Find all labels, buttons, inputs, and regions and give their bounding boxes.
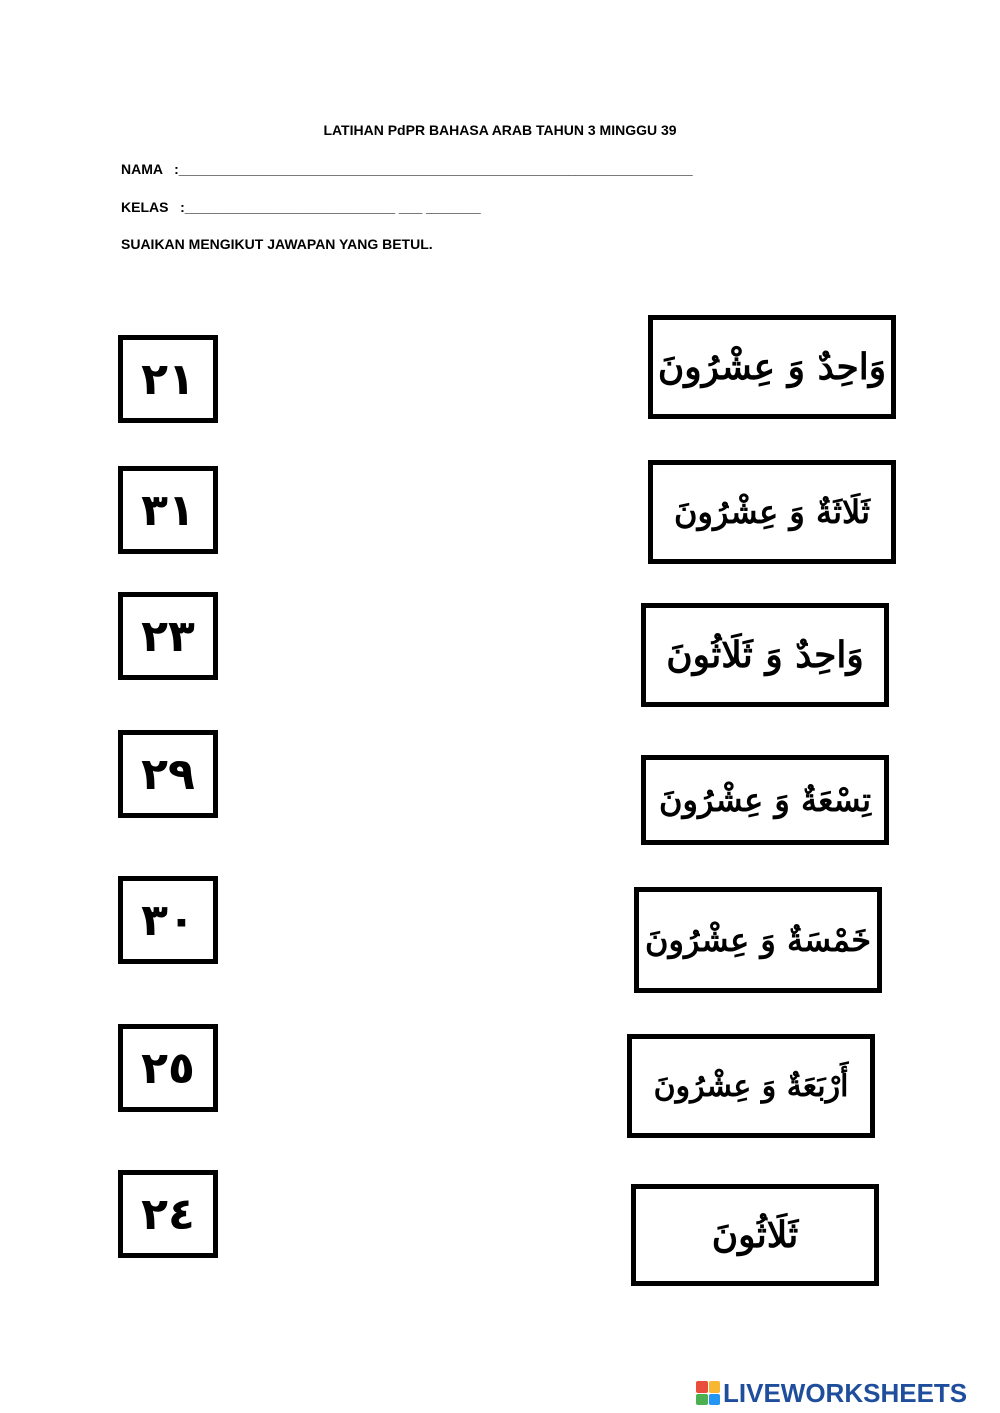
word-label: خَمْسَةٌ وَ عِشْرُونَ — [645, 921, 871, 959]
number-box-7[interactable] — [118, 1170, 218, 1258]
number-label: ٣٠ — [141, 894, 195, 946]
number-label: ٢٣ — [141, 610, 195, 662]
nama-field: NAMA :__________________________________________________________________ — [121, 161, 693, 177]
number-box-5[interactable] — [118, 876, 218, 964]
instruction-text: SUAIKAN MENGIKUT JAWAPAN YANG BETUL. — [121, 236, 433, 252]
number-label: ٢٩ — [141, 748, 195, 800]
number-label: ٣١ — [141, 484, 195, 536]
word-box-5[interactable] — [634, 887, 882, 993]
word-label: وَاحِدٌ وَ عِشْرُونَ — [657, 346, 887, 388]
number-box-2[interactable] — [118, 466, 218, 554]
word-label: وَاحِدٌ وَ ثَلَاثُونَ — [666, 634, 864, 676]
number-box-3[interactable] — [118, 592, 218, 680]
kelas-field: KELAS :___________________________ ___ _______ — [121, 199, 481, 215]
number-box-1[interactable] — [118, 335, 218, 423]
logo-text: LIVEWORKSHEETS — [723, 1377, 968, 1408]
word-box-7[interactable] — [631, 1184, 879, 1286]
number-box-6[interactable] — [118, 1024, 218, 1112]
word-box-3[interactable] — [641, 603, 889, 707]
number-label: ٢١ — [141, 353, 195, 405]
logo-badge-icon — [696, 1381, 720, 1405]
liveworksheets-logo — [696, 1378, 967, 1408]
number-label: ٢٥ — [141, 1042, 195, 1094]
number-box-4[interactable] — [118, 730, 218, 818]
word-label: أَرْبَعَةٌ وَ عِشْرُونَ — [653, 1068, 849, 1104]
word-box-4[interactable] — [641, 755, 889, 845]
word-box-1[interactable] — [648, 315, 896, 419]
word-box-2[interactable] — [648, 460, 896, 564]
page-title: LATIHAN PdPR BAHASA ARAB TAHUN 3 MINGGU 39 — [323, 122, 677, 138]
word-label: تِسْعَةٌ وَ عِشْرُونَ — [658, 781, 872, 819]
number-label: ٢٤ — [141, 1188, 195, 1240]
word-label: ثَلَاثُونَ — [711, 1214, 799, 1256]
word-box-6[interactable] — [627, 1034, 875, 1138]
word-label: ثَلَاثَةٌ وَ عِشْرُونَ — [673, 493, 871, 531]
